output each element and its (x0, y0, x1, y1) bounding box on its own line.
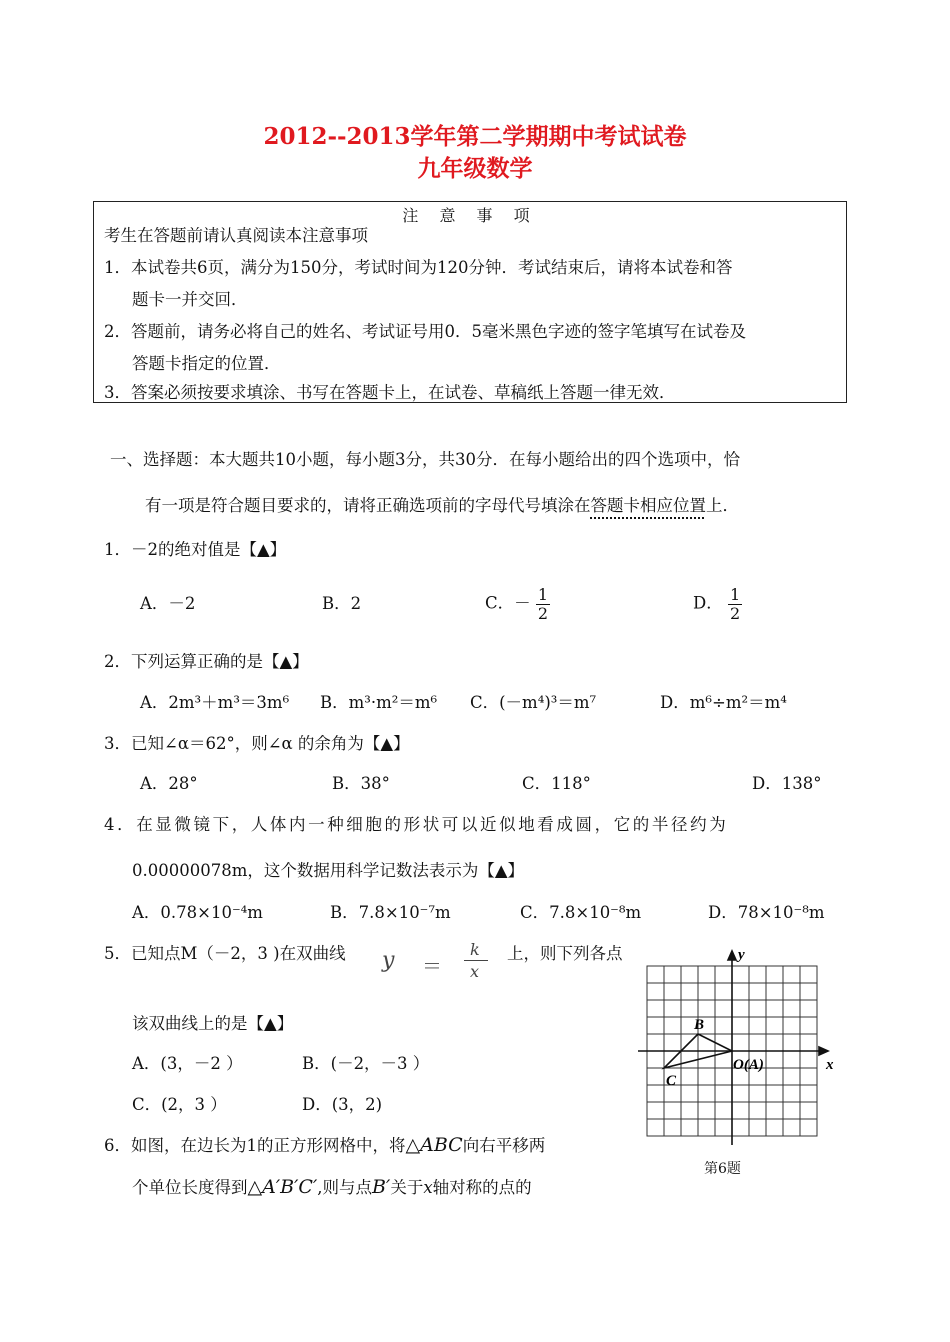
q1-option-b: B．2 (322, 594, 362, 613)
q6-text-b: 向右平移两 (462, 1136, 546, 1155)
point-b-prime: B′ (372, 1176, 391, 1198)
equation-y: y (382, 948, 395, 973)
triangle-abc-prime: △A′B′C′ (247, 1176, 318, 1198)
fraction-bar (464, 960, 488, 961)
q3-option-c: C．118° (522, 774, 591, 793)
q1-option-c (485, 586, 550, 622)
q1-c-num: 1 (537, 585, 549, 604)
hyperbola-equation (378, 940, 508, 984)
q1-d-prefix: D． (693, 593, 723, 613)
q1-option-a: A．－2 (140, 594, 196, 613)
q4-option-d: D．78×10⁻⁸m (708, 903, 825, 922)
emphasis-text: 答题卡相应位置 (590, 496, 706, 515)
equation-k: k (470, 940, 480, 959)
notice-item-3: 3．答案必须按要求填涂、书写在答题卡上，在试卷、草稿纸上答题一律无效． (104, 383, 676, 402)
section-heading-cont (145, 498, 739, 515)
q2-option-c: C．(－m⁴)³＝m⁷ (470, 693, 597, 712)
notice-intro: 考生在答题前请认真阅读本注意事项 (104, 226, 368, 245)
q6-text-d: ,则与点 (317, 1178, 373, 1197)
q2-option-d: D．m⁶÷m²＝m⁴ (660, 693, 787, 712)
q4-option-b: B．7.8×10⁻⁷m (330, 903, 451, 922)
figure-caption: 第6题 (704, 1161, 741, 1177)
q6-text-c: 个单位长度得到 (132, 1178, 248, 1197)
q1-option-d (693, 586, 742, 622)
notice-box (93, 201, 847, 403)
question-4-stem: 4．在显微镜下，人体内一种细胞的形状可以近似地看成圆，它的半径约为 (104, 815, 729, 834)
question-2-stem: 2．下列运算正确的是【▲】 (104, 652, 309, 671)
q2-option-a: A．2m³＋m³＝3m⁶ (140, 693, 290, 712)
section-heading: 一、选择题：本大题共10小题，每小题3分，共30分．在每小题给出的四个选项中，恰 (110, 450, 740, 469)
section-heading-part: 有一项是符合题目要求的，请将正确选项前的字母代号填涂在 (145, 496, 591, 515)
notice-item-2: 2．答题前，请务必将自己的姓名、考试证号用0．5毫米黑色字迹的签字笔填写在试卷及 (104, 322, 746, 341)
notice-item-1: 1．本试卷共6页，满分为150分，考试时间为120分钟．考试结束后，请将本试卷和答 (104, 258, 733, 277)
q1-c-den: 2 (537, 603, 549, 623)
question-6-stem (104, 1136, 545, 1155)
q3-option-a: A．28° (140, 774, 198, 793)
q5-option-a: A．(3，－2 ） (132, 1054, 243, 1073)
q6-text-f: 轴对称的点的 (432, 1178, 532, 1197)
question-6-stem-cont (132, 1178, 532, 1197)
axis-x-label: x (826, 1057, 834, 1073)
question-5-stem: 5．已知点M（－2，3 )在双曲线 (104, 944, 346, 963)
axis-x-symbol: x (423, 1178, 433, 1197)
q4-option-a: A．0.78×10⁻⁴m (132, 903, 263, 922)
exam-title: 2012--2013学年第二学期期中考试试卷 (263, 123, 687, 150)
q6-text-a: 6．如图，在边长为1的正方形网格中，将 (104, 1136, 406, 1155)
q5-option-c: C．(2，3 ） (132, 1095, 227, 1114)
notice-item-1-cont: 题卡一并交回． (132, 290, 248, 309)
q4-option-c: C．7.8×10⁻⁸m (520, 903, 642, 922)
q1-c-prefix: C．－ (485, 593, 531, 613)
q2-option-b: B．m³·m²＝m⁶ (320, 693, 438, 712)
point-c-label: C (666, 1073, 677, 1089)
equation-equals: ＝ (422, 954, 442, 978)
q3-option-d: D．138° (752, 774, 822, 793)
question-5-stem-cont: 该双曲线上的是【▲】 (132, 1014, 294, 1033)
axis-y-label: y (738, 947, 745, 963)
question-1-stem: 1．－2的绝对值是【▲】 (104, 540, 287, 559)
q5-option-b: B．(－2，－3 ） (302, 1054, 430, 1073)
q1-d-fraction (728, 586, 742, 622)
question-5-stem-b: 上，则下列各点 (507, 944, 623, 963)
q5-option-d: D．(3，2) (302, 1095, 383, 1114)
question-4-stem-cont: 0.00000078m，这个数据用科学记数法表示为【▲】 (132, 861, 525, 880)
origin-label: O(A) (733, 1057, 764, 1073)
triangle-abc: △ABC (405, 1134, 463, 1156)
q1-d-num: 1 (729, 585, 741, 604)
q1-d-den: 2 (729, 603, 741, 623)
q6-text-e: 关于 (390, 1178, 424, 1197)
point-b-label: B (694, 1017, 705, 1033)
q3-option-b: B．38° (332, 774, 390, 793)
section-heading-end: 上． (706, 496, 739, 515)
notice-item-2-cont: 答题卡指定的位置． (132, 354, 281, 373)
question-3-stem: 3．已知∠α＝62°，则∠α 的余角为【▲】 (104, 734, 410, 753)
exam-subtitle: 九年级数学 (417, 155, 533, 182)
q1-c-fraction (536, 586, 550, 622)
coordinate-grid-figure (630, 945, 840, 1160)
notice-title: 注 意 事 项 (402, 206, 538, 225)
equation-x: x (470, 962, 480, 981)
